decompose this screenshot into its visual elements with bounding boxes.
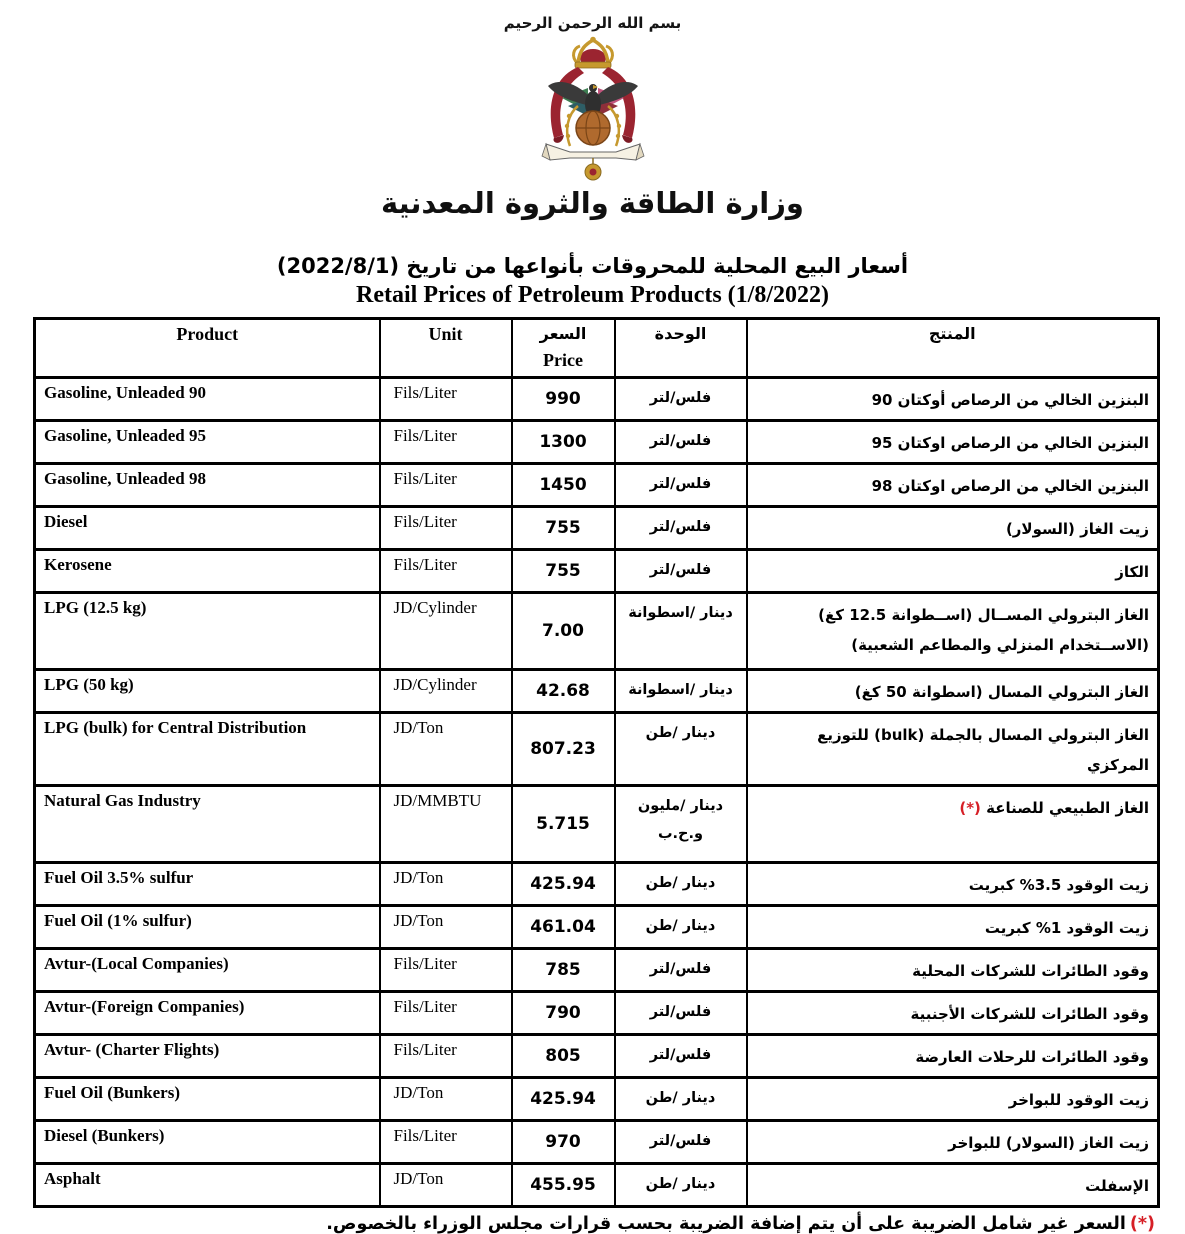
price-value: 755 xyxy=(512,507,615,550)
price-value: 790 xyxy=(512,992,615,1035)
unit-en: JD/Ton xyxy=(380,713,512,786)
product-name-ar: الغاز البترولي المسال (اسطوانة 50 كغ) xyxy=(747,670,1159,713)
unit-ar: فلس/لتر xyxy=(615,464,747,507)
table-row xyxy=(35,507,1159,550)
product-name-en: Fuel Oil (1% sulfur) xyxy=(35,906,380,949)
unit-en: JD/Cylinder xyxy=(380,670,512,713)
footnote-text: السعر غير شامل الضريبة على أن يتم إضافة الضريبة بحسب قرارات مجلس الوزراء بالخصوص. xyxy=(326,1214,1126,1234)
unit-en: JD/Ton xyxy=(380,906,512,949)
unit-ar: دينار /طن xyxy=(615,1078,747,1121)
table-row xyxy=(35,906,1159,949)
product-name-ar: البنزين الخالي من الرصاص اوكتان 95 xyxy=(747,421,1159,464)
product-name-ar: زيت الوقود 1% كبريت xyxy=(747,906,1159,949)
globe-icon xyxy=(576,111,610,145)
bismillah-calligraphy: بسم الله الرحمن الرحيم xyxy=(503,14,682,32)
footnote-asterisk: (*) xyxy=(1129,1214,1155,1234)
table-row xyxy=(35,550,1159,593)
product-name-en: Diesel xyxy=(35,507,380,550)
product-name-en: Diesel (Bunkers) xyxy=(35,1121,380,1164)
product-name-ar: زيت الغاز (السولار) xyxy=(747,507,1159,550)
product-name-ar: البنزين الخالي من الرصاص أوكتان 90 xyxy=(747,378,1159,421)
unit-ar: فلس/لتر xyxy=(615,550,747,593)
price-value: 425.94 xyxy=(512,1078,615,1121)
price-value: 7.00 xyxy=(512,593,615,670)
price-value: 785 xyxy=(512,949,615,992)
product-name-ar: زيت الوقود للبواخر xyxy=(747,1078,1159,1121)
product-name-ar: وقود الطائرات للشركات المحلية xyxy=(747,949,1159,992)
table-row xyxy=(35,670,1159,713)
unit-en: Fils/Liter xyxy=(380,550,512,593)
unit-en: JD/Cylinder xyxy=(380,593,512,670)
header-price-ar: السعر xyxy=(539,324,587,343)
product-name-ar: وقود الطائرات للرحلات العارضة xyxy=(747,1035,1159,1078)
price-value: 5.715 xyxy=(512,786,615,863)
product-name-en: Asphalt xyxy=(35,1164,380,1207)
tax-footnote xyxy=(0,1214,1155,1234)
jordan-coat-of-arms-icon xyxy=(518,36,668,184)
price-value: 42.68 xyxy=(512,670,615,713)
header-unit-ar: الوحدة xyxy=(615,319,747,378)
unit-ar: دينار /طن xyxy=(615,906,747,949)
ribbon-icon xyxy=(542,144,644,160)
table-row xyxy=(35,713,1159,786)
price-value: 1450 xyxy=(512,464,615,507)
table-row xyxy=(35,1164,1159,1207)
table-row xyxy=(35,593,1159,670)
product-name-en: LPG (bulk) for Central Distribution xyxy=(35,713,380,786)
price-value: 805 xyxy=(512,1035,615,1078)
unit-ar: فلس/لتر xyxy=(615,421,747,464)
unit-ar: دينار /طن xyxy=(615,713,747,786)
unit-ar: فلس/لتر xyxy=(615,378,747,421)
product-name-en: Fuel Oil 3.5% sulfur xyxy=(35,863,380,906)
petroleum-prices-table xyxy=(33,317,1160,1208)
unit-ar: فلس/لتر xyxy=(615,507,747,550)
table-row xyxy=(35,378,1159,421)
unit-ar: دينار /اسطوانة xyxy=(615,593,747,670)
unit-en: JD/Ton xyxy=(380,863,512,906)
table-row xyxy=(35,1035,1159,1078)
ministry-name-calligraphy: وزارة الطاقة والثروة المعدنية xyxy=(381,186,804,220)
price-value: 755 xyxy=(512,550,615,593)
star-medal-icon xyxy=(585,158,601,180)
table-row xyxy=(35,949,1159,992)
table-row xyxy=(35,464,1159,507)
table-body xyxy=(35,378,1159,1207)
price-value: 425.94 xyxy=(512,863,615,906)
unit-en: Fils/Liter xyxy=(380,1121,512,1164)
product-name-en: LPG (12.5 kg) xyxy=(35,593,380,670)
unit-en: Fils/Liter xyxy=(380,949,512,992)
product-name-ar: الكاز xyxy=(747,550,1159,593)
unit-en: Fils/Liter xyxy=(380,421,512,464)
unit-en: Fils/Liter xyxy=(380,464,512,507)
table-row xyxy=(35,1078,1159,1121)
product-name-en: Gasoline, Unleaded 95 xyxy=(35,421,380,464)
product-name-en: Gasoline, Unleaded 90 xyxy=(35,378,380,421)
price-value: 455.95 xyxy=(512,1164,615,1207)
header-product-ar: المنتج xyxy=(747,319,1159,378)
table-row xyxy=(35,786,1159,863)
header-product-en: Product xyxy=(35,319,380,378)
product-name-en: Avtur-(Local Companies) xyxy=(35,949,380,992)
unit-ar: فلس/لتر xyxy=(615,1121,747,1164)
product-name-ar: وقود الطائرات للشركات الأجنبية xyxy=(747,992,1159,1035)
unit-en: Fils/Liter xyxy=(380,1035,512,1078)
product-name-en: Gasoline, Unleaded 98 xyxy=(35,464,380,507)
price-value: 807.23 xyxy=(512,713,615,786)
product-name-ar: زيت الوقود 3.5% كبريت xyxy=(747,863,1159,906)
unit-ar: دينار /طن xyxy=(615,1164,747,1207)
header-price xyxy=(512,319,615,378)
price-value: 461.04 xyxy=(512,906,615,949)
price-value: 970 xyxy=(512,1121,615,1164)
product-name-en: Fuel Oil (Bunkers) xyxy=(35,1078,380,1121)
unit-en: JD/Ton xyxy=(380,1164,512,1207)
table-row xyxy=(35,1121,1159,1164)
unit-ar: دينار /طن xyxy=(615,863,747,906)
product-name-ar: زيت الغاز (السولار) للبواخر xyxy=(747,1121,1159,1164)
unit-en: Fils/Liter xyxy=(380,992,512,1035)
price-value: 990 xyxy=(512,378,615,421)
table-row xyxy=(35,992,1159,1035)
product-name-en: Kerosene xyxy=(35,550,380,593)
product-name-ar: الغاز الطبيعي للصناعة (*) xyxy=(747,786,1159,863)
unit-ar: فلس/لتر xyxy=(615,949,747,992)
header-price-en: Price xyxy=(543,350,583,370)
document-title-english: Retail Prices of Petroleum Products (1/8/2022) xyxy=(356,282,829,308)
crown-icon xyxy=(573,37,612,68)
price-value: 1300 xyxy=(512,421,615,464)
unit-en: JD/Ton xyxy=(380,1078,512,1121)
unit-ar: دينار /اسطوانة xyxy=(615,670,747,713)
document-header xyxy=(0,0,1185,220)
table-row xyxy=(35,421,1159,464)
header-unit-en: Unit xyxy=(380,319,512,378)
unit-ar: دينار /مليون و.ح.ب xyxy=(615,786,747,863)
product-name-en: Natural Gas Industry xyxy=(35,786,380,863)
product-name-en: Avtur- (Charter Flights) xyxy=(35,1035,380,1078)
unit-en: Fils/Liter xyxy=(380,507,512,550)
unit-en: JD/MMBTU xyxy=(380,786,512,863)
product-name-ar: البنزين الخالي من الرصاص اوكتان 98 xyxy=(747,464,1159,507)
unit-en: Fils/Liter xyxy=(380,378,512,421)
product-name-ar: الغاز البترولي المســال (اســطوانة 12.5 كغ) (الاســتخدام المنزلي والمطاعم الشعبية) xyxy=(747,593,1159,670)
table-header-row xyxy=(35,319,1159,378)
product-name-ar: الإسفلت xyxy=(747,1164,1159,1207)
product-name-en: Avtur-(Foreign Companies) xyxy=(35,992,380,1035)
product-name-ar: الغاز البترولي المسال بالجملة (bulk) للتوزيع المركزي xyxy=(747,713,1159,786)
unit-ar: فلس/لتر xyxy=(615,992,747,1035)
document-title-arabic: أسعار البيع المحلية للمحروقات بأنواعها من تاريخ (2022/8/1) xyxy=(276,254,909,278)
table-row xyxy=(35,863,1159,906)
product-name-en: LPG (50 kg) xyxy=(35,670,380,713)
unit-ar: فلس/لتر xyxy=(615,1035,747,1078)
